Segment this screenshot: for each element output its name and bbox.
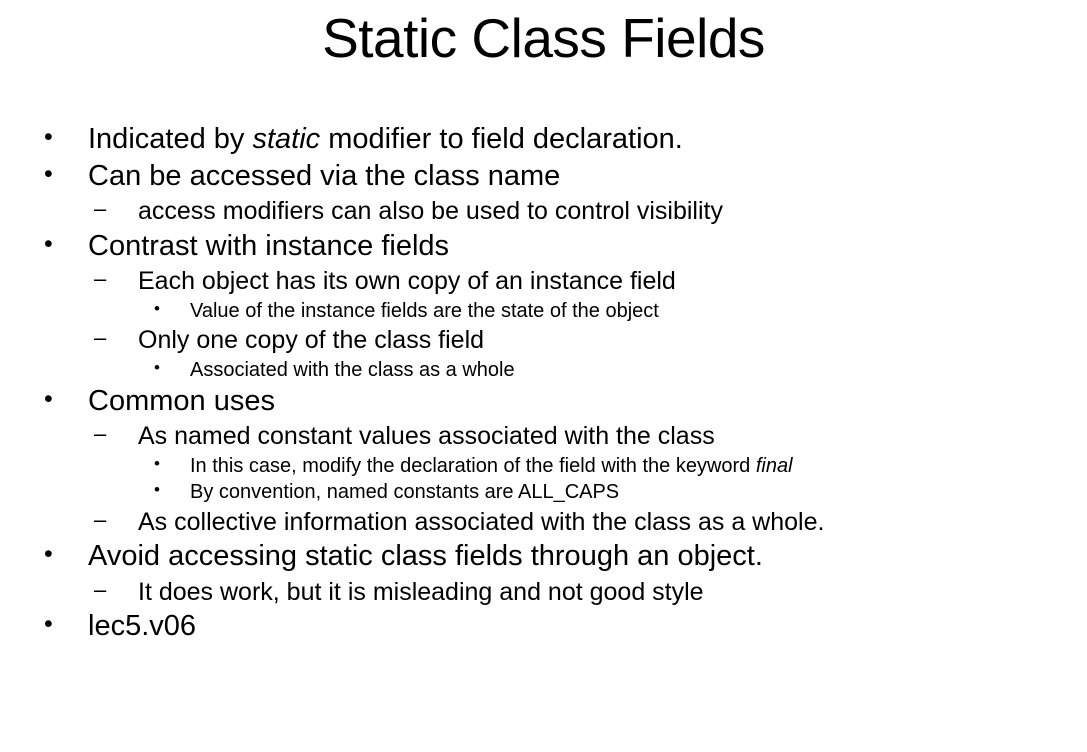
bullet-marker-icon: –: [94, 506, 107, 532]
bullet-text: As named constant values associated with the class: [138, 422, 715, 451]
bullet-marker-icon: –: [94, 576, 107, 602]
bullet-item: [36, 383, 1087, 420]
bullet-marker-icon: –: [94, 325, 107, 351]
bullet-marker-icon: •: [154, 480, 160, 500]
bullet-item: [94, 506, 1087, 539]
bullet-item: [94, 265, 1087, 298]
bullet-marker-icon: •: [154, 357, 160, 377]
bullet-marker-icon: •: [44, 122, 53, 151]
bullet-text: lec5.v06: [88, 610, 197, 643]
bullet-text: Common uses: [88, 385, 275, 417]
bullet-marker-icon: •: [154, 298, 160, 318]
bullet-marker-icon: •: [44, 385, 53, 413]
bullet-marker-icon: –: [94, 421, 107, 447]
bullet-item: [154, 453, 1087, 479]
bullet-text: Contrast with instance fields: [88, 229, 450, 262]
bullet-text: It does work, but it is misleading and not good style: [138, 577, 704, 606]
bullet-marker-icon: –: [94, 196, 107, 222]
bullet-item: [36, 121, 1087, 158]
bullet-text: Each object has its own copy of an instance field: [138, 267, 676, 296]
bullet-text: Indicated by static modifier to field declaration.: [88, 122, 683, 155]
bullet-text: access modifiers can also be used to control visibility: [138, 197, 723, 226]
bullet-item: [154, 357, 1087, 383]
bullet-text: Associated with the class as a whole: [190, 358, 515, 381]
bullet-marker-icon: –: [94, 266, 107, 292]
page-title: Static Class Fields: [322, 7, 765, 69]
bullet-text: By convention, named constants are ALL_CAPS: [190, 481, 620, 504]
bullet-item: [94, 576, 1087, 609]
slide-body: [0, 121, 1087, 646]
bullet-item: [154, 479, 1087, 505]
bullet-text: Value of the instance fields are the state of the object: [190, 299, 659, 322]
bullet-text: Avoid accessing static class fields through an object.: [88, 540, 763, 573]
bullet-item: [154, 298, 1087, 324]
bullet-marker-icon: •: [44, 540, 53, 569]
bullet-item: [36, 538, 1087, 575]
bullet-text: As collective information associated with the class as a whole.: [138, 507, 825, 536]
slide: [0, 8, 1087, 752]
bullet-marker-icon: •: [44, 159, 53, 188]
bullet-item: [94, 324, 1087, 357]
bullet-text: In this case, modify the declaration of the field with the keyword final: [190, 454, 793, 477]
bullet-item: [36, 228, 1087, 265]
bullet-item: [36, 158, 1087, 195]
bullet-item: [94, 195, 1087, 228]
bullet-item: [94, 420, 1087, 453]
bullet-text: Can be accessed via the class name: [88, 159, 561, 192]
bullet-text: Only one copy of the class field: [138, 326, 485, 355]
bullet-marker-icon: •: [44, 229, 53, 258]
bullet-item: [36, 608, 1087, 645]
bullet-marker-icon: •: [44, 610, 53, 639]
bullet-marker-icon: •: [154, 453, 160, 473]
